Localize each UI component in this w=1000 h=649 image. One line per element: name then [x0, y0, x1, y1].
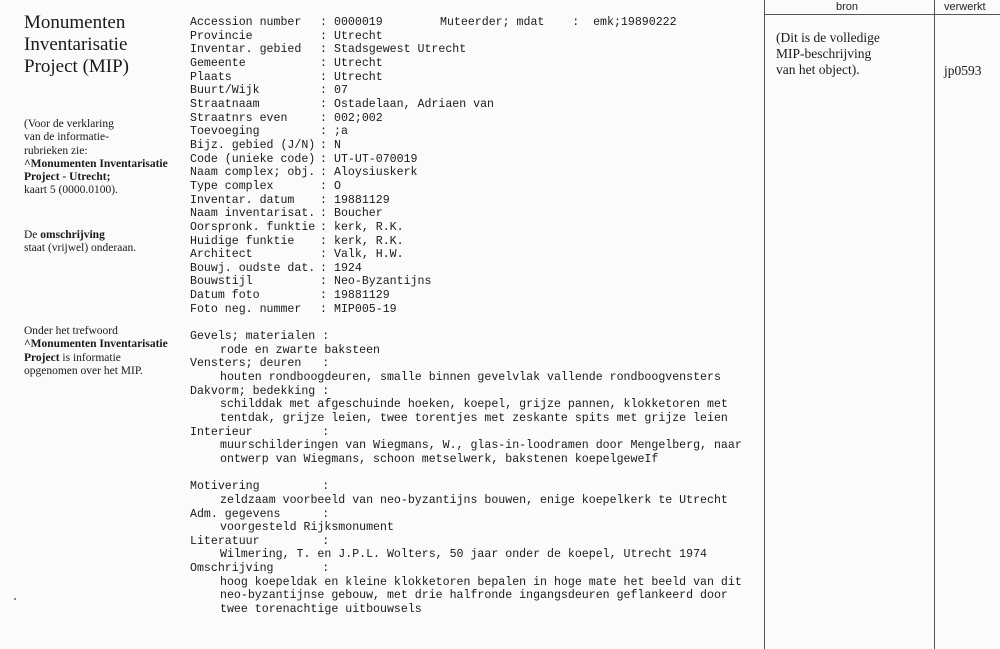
- explanation-note: [24, 118, 179, 198]
- note-line: staat (vrijwel) onderaan.: [24, 242, 137, 255]
- header-divider: [765, 14, 1000, 15]
- section-body-line: schilddak met afgeschuinde hoeken, koepel, grijze pannen, klokketoren met: [220, 398, 728, 412]
- field-value: kerk, R.K.: [334, 234, 404, 248]
- field-label: Oorspronk. funktie: [190, 220, 316, 234]
- note-line: kaart 5 (0000.0100).: [24, 184, 118, 197]
- record-field-row: [190, 289, 750, 303]
- note-line: opgenomen over het MIP.: [24, 364, 143, 377]
- field-label: Architect: [190, 248, 253, 262]
- note-text: is informatie: [59, 351, 121, 364]
- field-value: Utrecht: [334, 70, 383, 84]
- field-colon: :: [320, 248, 327, 262]
- field-value: Utrecht: [334, 56, 383, 70]
- section-heading: Omschrijving :: [190, 562, 330, 576]
- section-body-line: muurschilderingen van Wiegmans, W., glas-in-loodramen door Mengelberg, naar: [220, 439, 742, 453]
- record-field-row: [190, 43, 750, 57]
- section-body-line: Wilmering, T. en J.P.L. Wolters, 50 jaar onder de koepel, Utrecht 1974: [220, 548, 708, 562]
- record-field-row: [190, 275, 750, 289]
- field-label: Buurt/Wijk: [190, 84, 260, 98]
- record-field-row: [190, 139, 750, 153]
- field-label: Accession number: [190, 16, 302, 29]
- bron-line: MIP-beschrijving: [776, 46, 872, 61]
- note-bold-line: ^Monumenten Inventarisatie: [24, 157, 168, 170]
- bron-line: (Dit is de volledige: [776, 30, 880, 45]
- record-field-row: [190, 194, 750, 208]
- field-value: Valk, H.W.: [334, 248, 404, 262]
- title-line: Project (MIP): [24, 56, 130, 77]
- field-label: Inventar. gebied: [190, 43, 302, 57]
- field-label: Bijz. gebied (J/N): [190, 138, 316, 152]
- field-colon: :: [320, 111, 327, 125]
- field-value: 1924: [334, 261, 362, 275]
- field-value: N: [334, 138, 341, 152]
- field-colon: :: [320, 193, 327, 207]
- note-bold-line: Project - Utrecht;: [24, 171, 111, 184]
- document-title: [24, 12, 174, 78]
- field-label: Naam complex; obj.: [190, 166, 316, 180]
- verwerkt-value: jp0593: [944, 63, 982, 78]
- column-divider: [764, 0, 765, 649]
- mutator-label: Muteerder; mdat: [440, 16, 545, 29]
- field-colon: :: [320, 84, 327, 98]
- field-colon: :: [320, 289, 327, 303]
- scan-speck: [14, 598, 16, 600]
- record-fields: [190, 16, 750, 316]
- field-colon: :: [320, 302, 327, 316]
- description-section: [190, 562, 760, 617]
- record-field-row: [190, 30, 750, 44]
- field-value: Boucher: [334, 207, 383, 221]
- record-field-row: [190, 235, 750, 249]
- field-colon: :: [320, 152, 327, 166]
- field-colon: :: [320, 207, 327, 221]
- section-heading: Interieur :: [190, 425, 330, 439]
- record-field-row: [190, 207, 750, 221]
- section-heading: Vensters; deuren :: [190, 357, 330, 371]
- note-line: Onder het trefwoord: [24, 325, 118, 337]
- field-colon: :: [320, 261, 327, 275]
- field-label: Provincie: [190, 29, 253, 43]
- field-label: Huidige funktie: [190, 234, 295, 248]
- section-body-line: twee torenachtige uitbouwsels: [220, 603, 422, 617]
- section-gap: [190, 467, 760, 481]
- record-field-row: [190, 57, 750, 71]
- field-value: ;a: [334, 125, 348, 139]
- section-heading: Adm. gegevens :: [190, 507, 330, 521]
- field-colon: :: [320, 97, 327, 111]
- description-section: [190, 508, 760, 535]
- record-field-row: [190, 303, 750, 317]
- field-label: Foto neg. nummer: [190, 302, 302, 316]
- section-body-line: tentdak, grijze leien, twee torentjes met zeskante spits met grijze leien: [220, 411, 728, 425]
- field-colon: :: [320, 138, 327, 152]
- field-label: Straatnrs even: [190, 111, 288, 125]
- field-value: UT-UT-070019: [334, 152, 418, 166]
- note-bold-word: Project: [24, 351, 60, 364]
- bron-header: bron: [836, 1, 859, 13]
- field-colon: :: [320, 43, 327, 57]
- field-value: 19881129: [334, 193, 390, 207]
- field-value: MIP005-19: [334, 302, 397, 316]
- record-field-row: [190, 71, 750, 85]
- field-value: Aloysiuskerk: [334, 166, 418, 180]
- field-value: Ostadelaan, Adriaen van: [334, 97, 495, 111]
- field-value: kerk, R.K.: [334, 220, 404, 234]
- note-line: rubrieken zie:: [24, 144, 88, 157]
- description-section: [190, 535, 760, 562]
- field-value: 07: [334, 84, 348, 98]
- field-colon: :: [320, 70, 327, 84]
- field-value: 002;002: [334, 111, 383, 125]
- mutator-info: Muteerder; mdat : emk;19890222: [440, 16, 677, 29]
- description-section: [190, 426, 760, 467]
- field-colon: :: [320, 56, 327, 70]
- description-section: [190, 385, 760, 426]
- section-body-line: houten rondboogdeuren, smalle binnen gevelvlak vallende rondboogvensters: [220, 370, 721, 384]
- section-heading: Motivering :: [190, 480, 330, 494]
- field-label: Inventar. datum: [190, 193, 295, 207]
- description-note: [24, 229, 179, 256]
- note-line: van de informatie-: [24, 131, 109, 144]
- bron-text: [776, 30, 926, 78]
- field-value: 0000019: [334, 16, 383, 29]
- description-section: [190, 480, 760, 507]
- mutator-value: emk;19890222: [593, 16, 677, 29]
- record-field-row: [190, 98, 750, 112]
- section-heading: Dakvorm; bedekking :: [190, 384, 330, 398]
- field-label: Straatnaam: [190, 97, 260, 111]
- note-line: (Voor de verklaring: [24, 118, 114, 130]
- section-body-line: ontwerp van Wiegmans, schoon metselwerk, bakstenen koepelgeweIf: [220, 452, 659, 466]
- section-body-line: rode en zwarte baksteen: [220, 343, 381, 357]
- note-bold-line: ^Monumenten Inventarisatie: [24, 338, 168, 351]
- field-value: O: [334, 179, 341, 193]
- description-block: [190, 330, 760, 617]
- record-field-row: [190, 112, 750, 126]
- record-field-row: [190, 125, 750, 139]
- field-colon: :: [320, 234, 327, 248]
- record-field-row: [190, 180, 750, 194]
- field-label: Toevoeging: [190, 125, 260, 139]
- field-colon: :: [320, 29, 327, 43]
- field-value: 19881129: [334, 289, 390, 303]
- record-field-row: [190, 153, 750, 167]
- field-value: Neo-Byzantijns: [334, 275, 432, 289]
- field-colon: :: [320, 220, 327, 234]
- section-body-line: voorgesteld Rijksmonument: [220, 521, 394, 535]
- note-bold-word: omschrijving: [40, 229, 105, 241]
- section-heading: Gevels; materialen :: [190, 330, 330, 343]
- record-field-row: [190, 262, 750, 276]
- field-label: Naam inventarisat.: [190, 207, 316, 221]
- field-colon: :: [320, 166, 327, 180]
- field-colon: :: [320, 16, 327, 29]
- field-label: Code (unieke code): [190, 152, 316, 166]
- title-line: Monumenten: [24, 12, 126, 33]
- bron-line: van het object).: [776, 62, 860, 77]
- keyword-note: [24, 325, 179, 378]
- field-colon: :: [320, 125, 327, 139]
- section-body-line: zeldzaam voorbeeld van neo-byzantijns bouwen, enige koepelkerk te Utrecht: [220, 493, 728, 507]
- column-divider: [934, 0, 935, 649]
- field-label: Datum foto: [190, 289, 260, 303]
- description-section: [190, 357, 760, 384]
- field-label: Bouwstijl: [190, 275, 253, 289]
- field-label: Plaats: [190, 70, 232, 84]
- note-prefix: De: [24, 229, 41, 241]
- section-body-line: hoog koepeldak en kleine klokketoren bepalen in hoge mate het beeld van dit: [220, 575, 742, 589]
- title-line: Inventarisatie: [24, 34, 128, 55]
- record-field-row: [190, 166, 750, 180]
- section-heading: Literatuur :: [190, 534, 330, 548]
- field-value: Utrecht: [334, 29, 383, 43]
- field-value: Stadsgewest Utrecht: [334, 43, 467, 57]
- verwerkt-header: verwerkt: [944, 1, 986, 13]
- field-label: Bouwj. oudste dat.: [190, 261, 316, 275]
- record-field-row: [190, 248, 750, 262]
- record-field-row: [190, 221, 750, 235]
- description-section: [190, 330, 760, 357]
- field-label: Gemeente: [190, 56, 246, 70]
- field-colon: :: [320, 275, 327, 289]
- section-body-line: neo-byzantijnse gebouw, met drie halfronde ingangsdeuren geflankeerd door: [220, 589, 728, 603]
- record-field-row: [190, 84, 750, 98]
- field-colon: :: [320, 179, 327, 193]
- field-label: Type complex: [190, 179, 274, 193]
